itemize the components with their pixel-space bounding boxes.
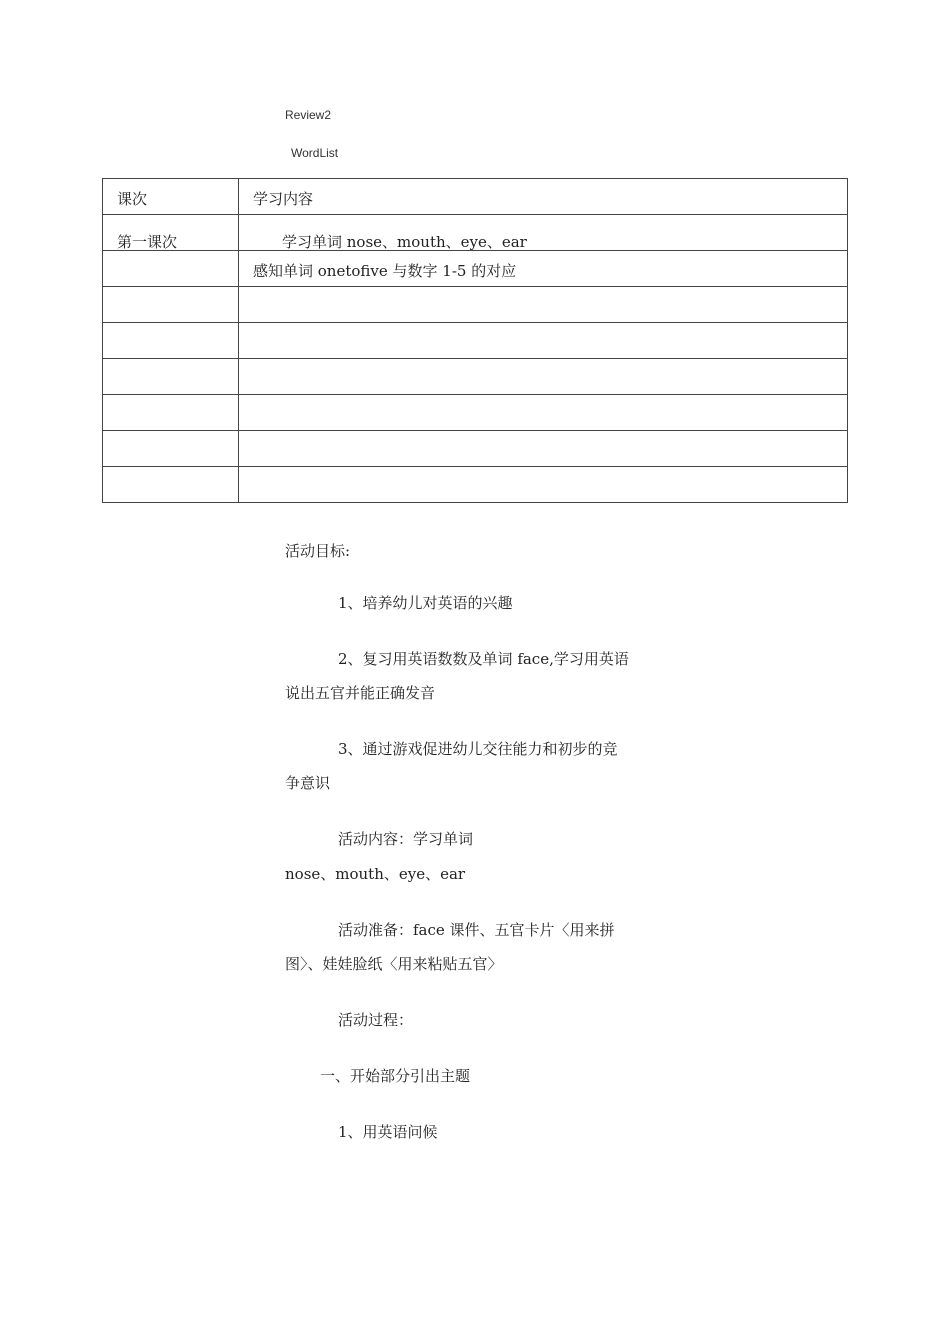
section-heading-1: 一、开始部分引出主题 [320, 1067, 471, 1085]
cell-lesson: 第一课次 [117, 233, 178, 251]
table-cell [239, 215, 848, 251]
activity-content: 活动内容：学习单词 [338, 830, 474, 848]
header-review: Review2 [285, 108, 332, 122]
table-cell [239, 323, 848, 359]
table-cell [239, 251, 848, 287]
table-cell [239, 359, 848, 395]
activity-content-words: nose、mouth、eye、ear [285, 865, 466, 883]
activity-prep-cont: 图〉、娃娃脸纸〈用来粘贴五官〉 [285, 955, 503, 973]
goal-title: 活动目标: [285, 542, 351, 560]
table-header-cell [103, 179, 239, 215]
table-header-cell [239, 179, 848, 215]
header-content: 学习内容 [253, 190, 314, 208]
activity-prep: 活动准备：face 课件、五官卡片〈用来拼 [338, 921, 615, 939]
table-row [103, 287, 848, 323]
cell-content: 感知单词 onetofive 与数字 1-5 的对应 [253, 262, 517, 280]
goal-item-2-cont: 说出五官并能正确发音 [285, 684, 436, 702]
table-header-row [103, 179, 848, 215]
table-cell [103, 287, 239, 323]
goal-item-3-cont: 争意识 [285, 774, 331, 792]
cell-content: 学习单词 nose、mouth、eye、ear [282, 233, 527, 251]
table-cell [239, 467, 848, 503]
table-row [103, 467, 848, 503]
table-cell [103, 395, 239, 431]
header-wordlist: WordList [291, 146, 339, 160]
table-row [103, 359, 848, 395]
table-cell [239, 431, 848, 467]
table-cell [103, 431, 239, 467]
table-row [103, 395, 848, 431]
table-cell [103, 251, 239, 287]
table-row [103, 431, 848, 467]
goal-item-3: 3、通过游戏促进幼儿交往能力和初步的竞 [338, 740, 618, 758]
table-row [103, 323, 848, 359]
table-cell [103, 359, 239, 395]
header-lesson: 课次 [117, 190, 148, 208]
goal-item-1: 1、培养幼儿对英语的兴趣 [338, 594, 513, 612]
table-cell [103, 467, 239, 503]
table-cell [103, 323, 239, 359]
table-cell [239, 287, 848, 323]
step-1: 1、用英语问候 [338, 1123, 438, 1141]
table-cell [103, 215, 239, 251]
goal-item-2: 2、复习用英语数数及单词 face,学习用英语 [338, 650, 629, 668]
activity-process: 活动过程： [338, 1011, 414, 1029]
table-row [103, 251, 848, 287]
table-cell [239, 395, 848, 431]
table-row [103, 215, 848, 251]
lesson-table [102, 178, 848, 503]
